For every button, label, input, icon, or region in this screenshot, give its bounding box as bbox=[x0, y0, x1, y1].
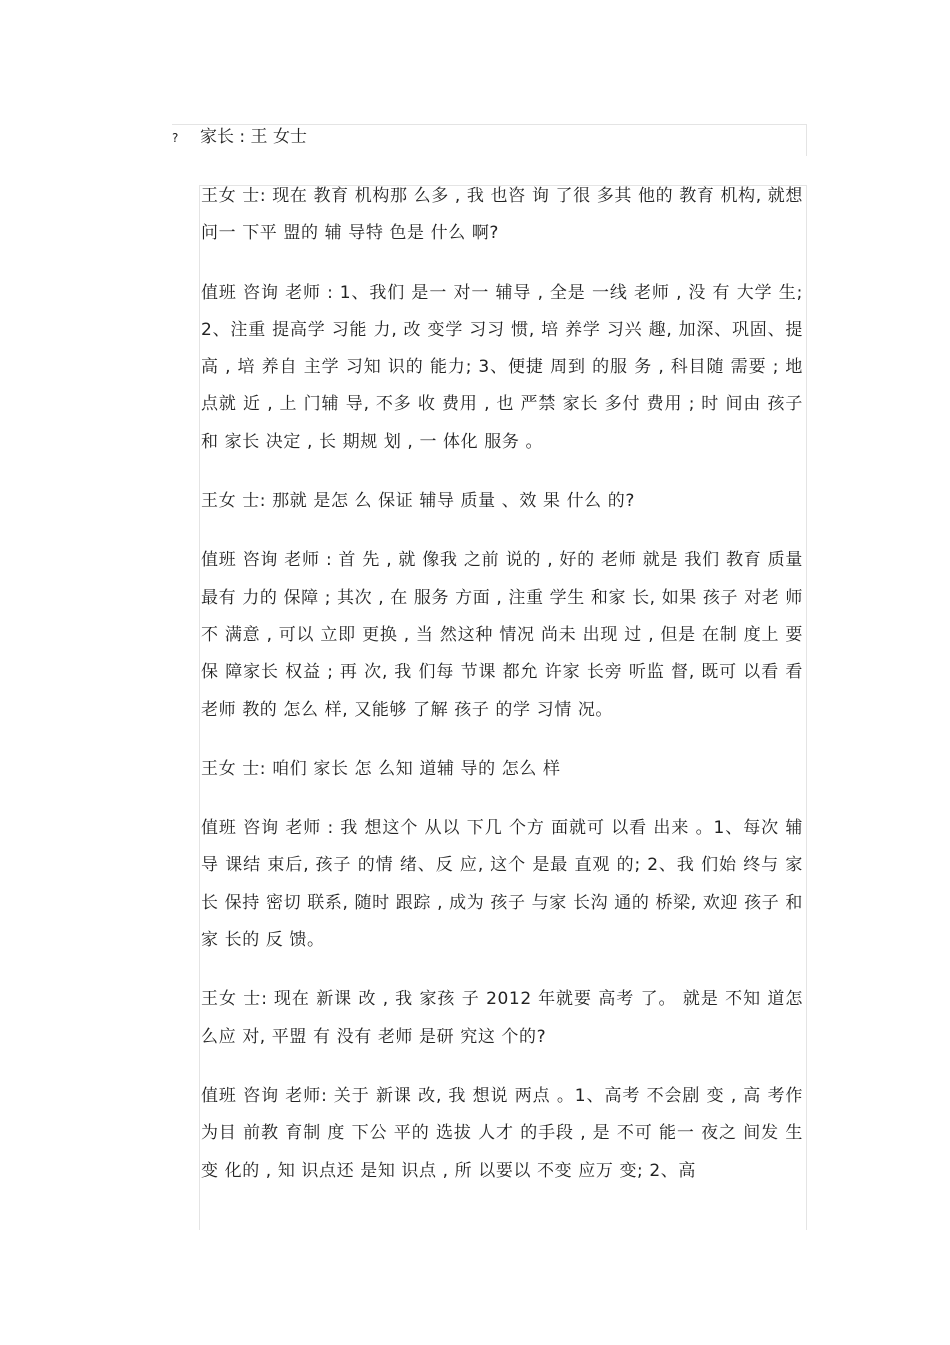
dialogue-body bbox=[201, 178, 803, 1212]
parent-name-label: 家长 : 王 女士 bbox=[200, 127, 307, 147]
bullet-icon: ? bbox=[172, 131, 179, 145]
frame-line-right bbox=[806, 185, 807, 1230]
frame-line-right-top bbox=[806, 124, 807, 156]
teacher-answer-3: 值班 咨询 老师 : 我 想这个 从以 下几 个方 面就可 以看 出来 。1、每次 辅导 课结 束后, 孩子 的情 绪、反 应, 这个 是最 直观 的; 2、我 们始 终与 家长 保持 密切 联系, 随时 跟踪 , 成为 孩子 与家 长沟 通的 桥梁, 欢迎 孩子 和家 长的 反 馈。 bbox=[201, 818, 803, 951]
parent-question-3: 王女 士: 咱们 家长 怎 么知 道辅 导的 怎么 样 bbox=[201, 758, 561, 779]
parent-question-4: 王女 士: 现在 新课 改 , 我 家孩 子 2012 年就要 高考 了。 就是 不知 道怎 么应 对, 平盟 有 没有 老师 是研 究这 个的? bbox=[201, 989, 803, 1047]
teacher-answer-4: 值班 咨询 老师: 关于 新课 改, 我 想说 两点 。1、高考 不会剧 变 , 高 考作 为目 前教 育制 度 下公 平的 选拔 人才 的手段 , 是 不可 能一 夜之 间发 生变 化的 , 知 识点还 是知 识点 , 所 以要以 不变 应万 变; 2、高 bbox=[201, 1085, 803, 1181]
parent-question-1: 王女 士: 现在 教育 机构那 么多 , 我 也咨 询 了很 多其 他的 教育 机构, 就想 问一 下平 盟的 辅 导特 色是 什么 啊? bbox=[201, 186, 803, 244]
parent-header bbox=[172, 124, 307, 150]
parent-question-2: 王女 士: 那就 是怎 么 保证 辅导 质量 、效 果 什么 的? bbox=[201, 491, 635, 512]
frame-line-left bbox=[199, 185, 200, 1230]
teacher-answer-1: 值班 咨询 老师 : 1、我们 是一 对一 辅导 , 全是 一线 老师 , 没 有 大学 生; 2、注重 提高学 习能 力, 改 变学 习习 惯, 培 养学 习兴 趣, 加深、巩固、提高 , 培 养自 主学 习知 识的 能力; 3、便捷 周到 的服 务 , 科目随 需要 ; 地 点就 近 , 上 门辅 导, 不多 收 费用 , 也 严禁 家长 多付 费用 ; 时 间由 孩子 和 家长 决定 , 长 期规 划 , 一 体化 服务 。 bbox=[201, 282, 803, 452]
teacher-answer-2: 值班 咨询 老师 : 首 先 , 就 像我 之前 说的 , 好的 老师 就是 我们 教育 质量 最有 力的 保障 ; 其次 , 在 服务 方面 , 注重 学生 和家 长, 如果 孩子 对老 师不 满意 , 可以 立即 更换 , 当 然这种 情况 尚未 出现 过 , 但是 在制 度上 要保 障家长 权益 ; 再 次, 我 们每 节课 都允 许家 长旁 听监 督, 既可 以看 看 老师 教的 怎么 样, 又能够 了解 孩子 的学 习情 况。 bbox=[201, 550, 803, 720]
